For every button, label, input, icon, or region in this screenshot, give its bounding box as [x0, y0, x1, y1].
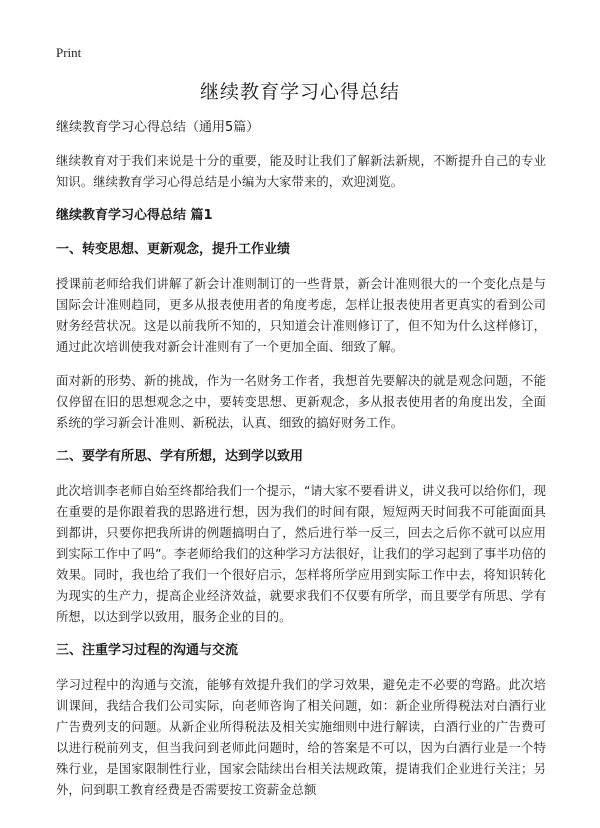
section-heading-2: 二、要学有所思、学有所想，达到学以致用: [56, 449, 304, 464]
section-3-paragraph-1: 学习过程中的沟通与交流，能够有效提升我们的学习效果，避免走不必要的弯路。此次培训课间，我结合我们公司实际，向老师咨询了相关问题，如：新企业所得税法对白酒行业广告费列支的问题。从新企业所得税法及相关实施细则中进行解读，白酒行业的广告费可以进行税前列支，但当我问到老师此问题时，给的答案是不可以，因为白酒行业是一个特殊行业，是国家限制性行业，国家会陆续出台相关法规政策，提请我们企业进行关注；另外，问到职工教育经费是否需要按工资薪金总额: [56, 678, 546, 797]
section-heading-1: 一、转变思想、更新观念，提升工作业绩: [56, 242, 291, 257]
intro-paragraph: 继续教育对于我们来说是十分的重要，能及时让我们了解新法新规，不断提升自己的专业知识。继续教育学习心得总结是小编为大家带来的，欢迎浏览。: [56, 154, 546, 189]
section-2-paragraph-1: 此次培训李老师自始至终都给我们一个提示，“请大家不要看讲义，讲义我可以给你们，现在重要的是你跟着我的思路进行想，因为我们的时间有限，短短两天时间我不可能面面具到都讲，只要你把我所讲的例题搞明白了，然后进行举一反三，回去之后你不就可以应用到实际工作中了吗”。李老师给我们的这种学习方法很好，让我们的学习起到了事半功倍的效果。同时，我也给了我们一个很好启示，怎样将所学应用到实际工作中去，将知识转化为现实的生产力，提高企业经济效益，就要求我们不仅要有所学，而且要学有所思、学有所想，以达到学以致用，服务企业的目的。: [56, 484, 546, 624]
section-heading-3: 三、注重学习过程的沟通与交流: [56, 643, 239, 658]
print-link[interactable]: Print: [56, 45, 82, 60]
section-1-paragraph-2: 面对新的形势、新的挑战，作为一名财务工作者，我想首先要解决的就是观念问题，不能仅停留在旧的思想观念之中，要转变思想、更新观念，多从报表使用者的角度出发，全面系统的学习新会计准则、新税法，认真、细致的搞好财务工作。: [56, 374, 546, 430]
document-body: [56, 118, 546, 814]
section-1-paragraph-1: 授课前老师给我们讲解了新会计准则制订的一些背景，新会计准则很大的一个变化点是与国际会计准则趋同，更多从报表使用者的角度考虑，怎样让报表使用者更真实的看到公司财务经营状况。这是以前我所不知的，只知道会计准则修订了，但不知为什么这样修订，通过此次培训使我对新会计准则有了一个更加全面、细致了解。: [56, 277, 546, 354]
document-title: 继续教育学习心得总结: [199, 81, 400, 103]
chapter-title: 继续教育学习心得总结 篇1: [56, 208, 213, 223]
document-subtitle: 继续教育学习心得总结（通用5篇）: [56, 120, 260, 135]
